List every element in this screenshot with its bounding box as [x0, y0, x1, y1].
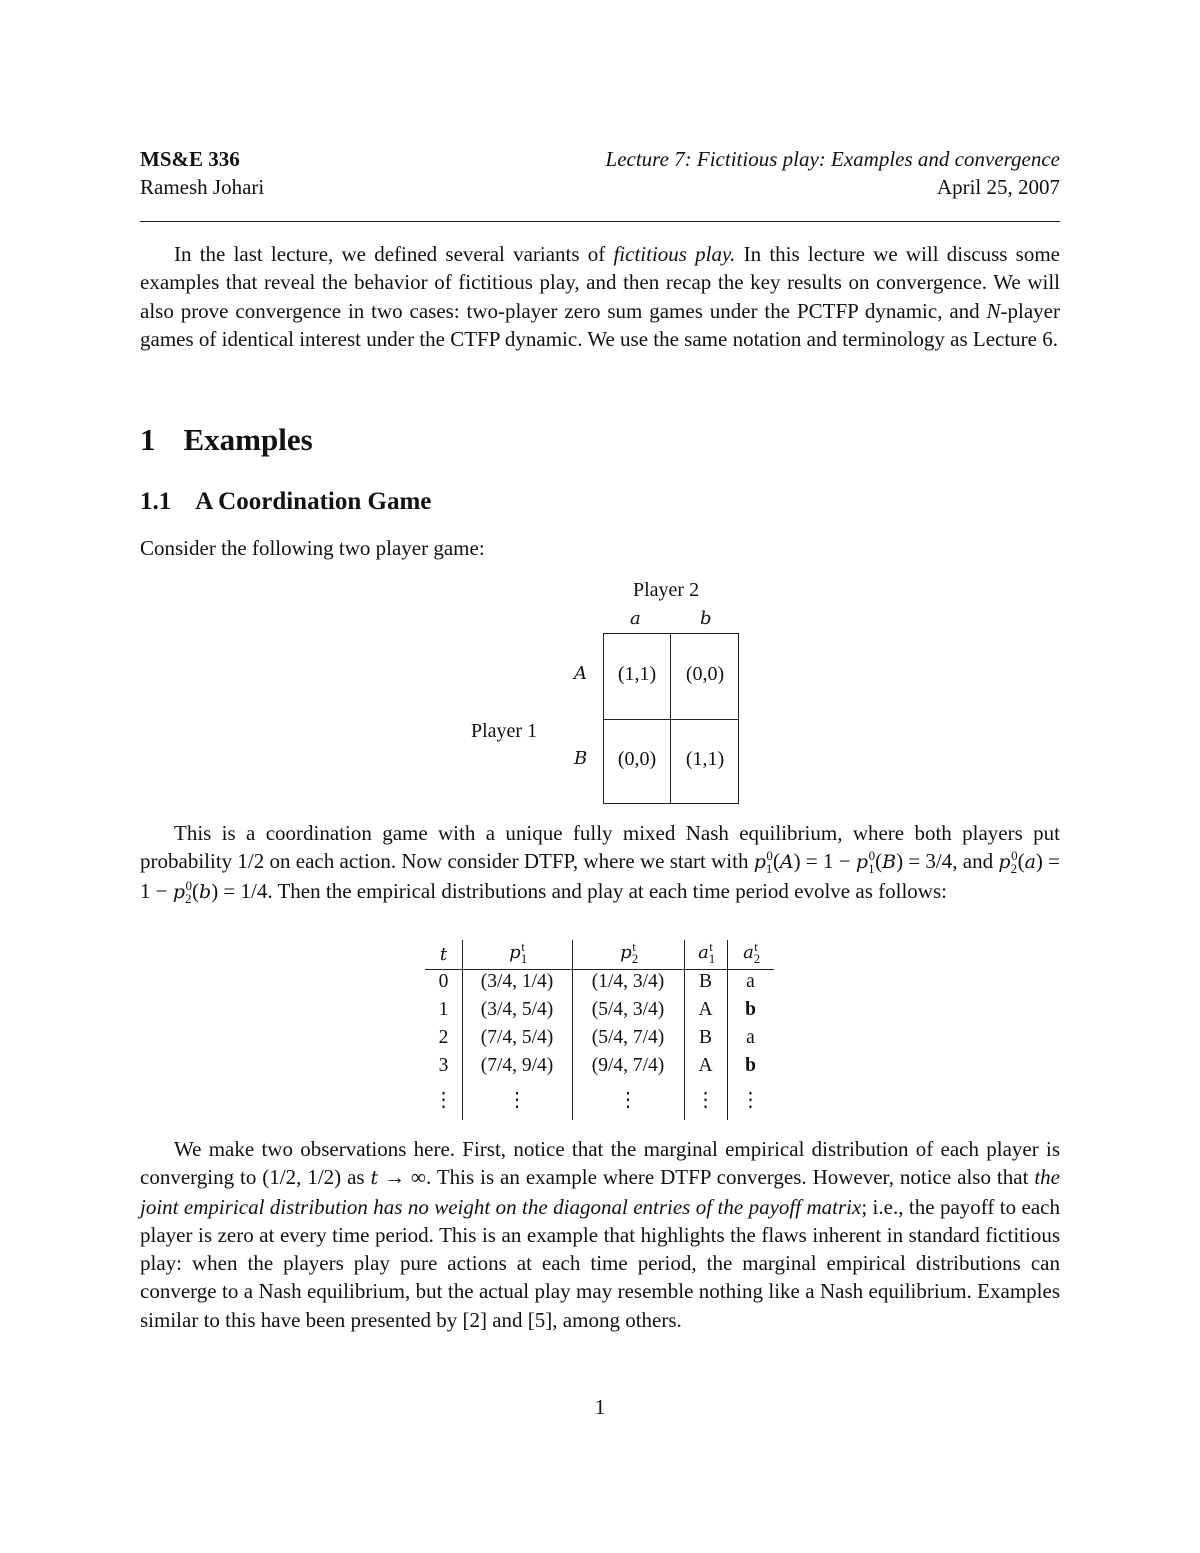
table-cell: (7/4, 9/4)	[480, 1055, 554, 1076]
table-cell: (3/4, 1/4)	[480, 971, 554, 992]
paragraph-observations: We make two observations here. First, notice that the marginal empirical distribution of each player is converging to (1/2, 1/2) as t → ∞. This is an example where DTFP converges. However, notice also that the joint empirical distribution has no weight on the diagonal entries of the payoff matrix; i.e., the payoff to each player is zero at every time period. This is an example that highlights the flaws inherent in standard fictitious play: when the players play pure actions at each time period, the marginal empirical distributions can converge to a Nash equilibrium, but the actual play may resemble nothing like a Nash equilibrium. Examples similar to this have been presented by [2] and [5], among others.	[140, 1137, 1060, 1332]
payoff-cell: (1,1)	[685, 748, 725, 770]
page-number: 1	[594, 1395, 606, 1419]
table-cell: (7/4, 5/4)	[480, 1027, 554, 1048]
course-code: MS&E 336	[140, 147, 240, 171]
player2-label: Player 2	[633, 579, 700, 601]
table-cell: B	[698, 1027, 712, 1048]
table-ellipsis: ⋮	[740, 1090, 761, 1111]
table-cell: b	[745, 999, 756, 1020]
table-header-t: t	[439, 944, 448, 965]
row-action-B: B	[574, 748, 588, 769]
intro-paragraph: In the last lecture, we defined several variants of fictitious play. In this lecture we will discuss some examples that reveal the behavior of fictitious play, and then recap the key results on convergence. We will also prove convergence in two cases: two-player zero sum games under the PCTFP dynamic, and N-player games of identical interest under the CTFP dynamic. We use the same notation and terminology as Lecture 6.	[140, 242, 1060, 351]
table-cell: b	[745, 1055, 756, 1076]
section-heading: 1 Examples	[140, 422, 313, 457]
author: Ramesh Johari	[140, 175, 265, 199]
table-ellipsis: ⋮	[507, 1090, 527, 1111]
table-cell: B	[698, 971, 712, 992]
table-header-p2: $p_2^t$	[620, 938, 639, 966]
subsection-heading: 1.1 A Coordination Game	[140, 488, 432, 515]
table-cell: (5/4, 7/4)	[591, 1027, 665, 1048]
table-cell: a	[746, 1027, 755, 1048]
table-cell: A	[698, 999, 713, 1020]
lecture-title: Lecture 7: Fictitious play: Examples and convergence	[605, 147, 1060, 171]
table-cell: (3/4, 5/4)	[480, 999, 554, 1020]
header-rule	[140, 221, 1060, 222]
table-header-a1: $a_1^t$	[698, 938, 716, 966]
table-header-rule	[425, 969, 774, 970]
table-ellipsis: ⋮	[618, 1090, 638, 1111]
consider-text: Consider the following two player game:	[140, 536, 485, 560]
table-header-p1: $p_1^t$	[509, 938, 528, 966]
table-cell: (1/4, 3/4)	[591, 971, 665, 992]
payoff-cell: (0,0)	[685, 663, 725, 685]
table-cell: 2	[438, 1027, 449, 1048]
payoff-matrix-divider-h	[603, 719, 739, 720]
table-cell: A	[698, 1055, 713, 1076]
date: April 25, 2007	[936, 175, 1060, 199]
table-cell: (5/4, 3/4)	[591, 999, 665, 1020]
table-cell: 1	[438, 999, 449, 1020]
col-action-a: a	[630, 608, 641, 629]
player1-label: Player 1	[471, 720, 538, 742]
table-ellipsis: ⋮	[695, 1090, 716, 1111]
payoff-cell: (1,1)	[617, 663, 657, 685]
table-cell: 0	[438, 971, 449, 992]
table-cell: a	[746, 971, 755, 992]
row-action-A: A	[574, 663, 587, 684]
table-cell: (9/4, 7/4)	[591, 1055, 665, 1076]
payoff-cell: (0,0)	[617, 748, 657, 770]
table-header-a2: $a_2^t$	[743, 938, 761, 966]
paragraph-coordination: This is a coordination game with a unique fully mixed Nash equilibrium, where both players put probability 1/2 on each action. Now consider DTFP, where we start with $p_1^0(A) = 1 - p_1^0(B) = 3/4$, and $p_2^0(a) = 1 - p_2^0(b) = 1/4$. Then the empirical distributions and play at each time period evolve as follows:	[140, 821, 1060, 906]
table-cell: 3	[438, 1055, 449, 1076]
table-ellipsis: ⋮	[433, 1090, 454, 1111]
col-action-b: b	[700, 608, 712, 629]
